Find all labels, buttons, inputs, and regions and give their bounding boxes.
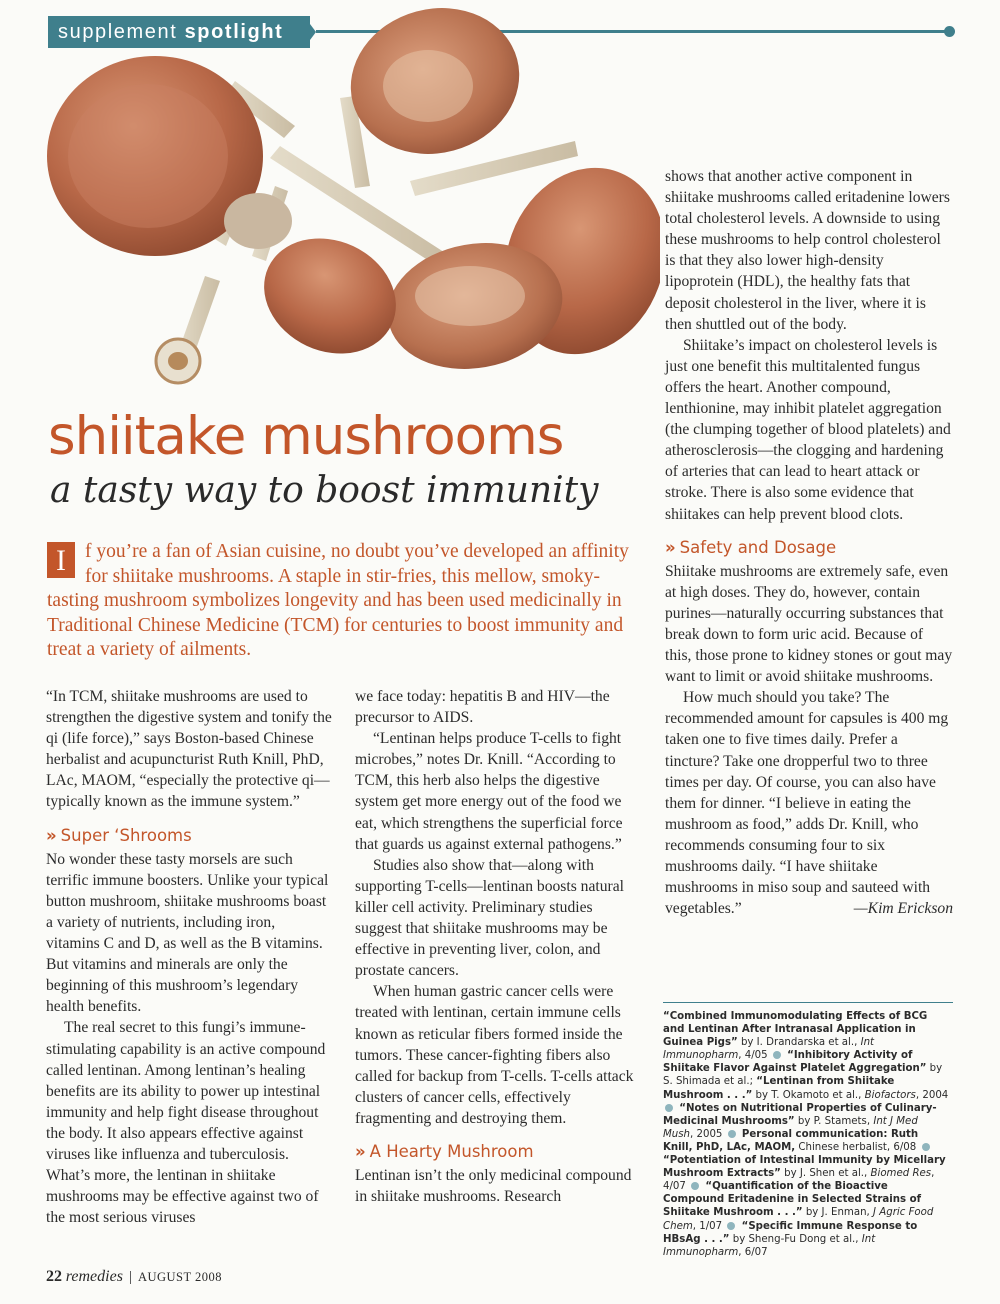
reference-bullet-icon	[665, 1104, 673, 1112]
column-1	[46, 686, 332, 1228]
col3-paragraph-2: Shiitake’s impact on cholesterol levels is just one benefit this multitalented fungus offers the heart. Another compound, lenthionine, may inhibit platelet aggregation (the clumping together of blood platelets) and atherosclerosis—the clogging and hardening of arteries that can lead to heart attack or stroke. There is also some evidence that shiitakes can help prevent blood clots.	[665, 336, 951, 523]
reference-item: “Combined Immunomodulating Effects of BCG and Lentinan After Intranasal Application in Guinea Pigs” by I. Drandarska et al., Int Immunopharm, 4/05	[663, 1011, 928, 1062]
reference-item: “Quantification of the Bioactive Compound Eritadenine in Selected Strains of Shiitake Mushroom . . .” by J. Enman, J Agric Food Chem, 1/07	[663, 1181, 934, 1232]
reference-bullet-icon	[691, 1182, 699, 1190]
col3-paragraph-1: shows that another active component in shiitake mushrooms called eritadenine lowers total cholesterol levels. A downside to using these mushrooms to help control cholesterol is that they also lower high-density lipoprotein (HDL), the healthy fats that deposit cholesterol in the liver, where it is then shuttled out of the body.	[665, 168, 950, 333]
col2-paragraph-2: “Lentinan helps produce T-cells to fight microbes,” notes Dr. Knill. “According to TCM, this herb also helps the digestive system get more energy out of the food we eat, which strengthens the superficial force that guards us against external pathogens.”	[355, 730, 623, 853]
column-2	[355, 686, 641, 1207]
subhead-hearty-mushroom	[355, 1141, 641, 1162]
page-folio	[46, 1268, 222, 1286]
reference-item: Personal communication: Ruth Knill, PhD, LAc, MAOM, Chinese herbalist, 6/08	[663, 1128, 919, 1153]
col3-paragraph-3: Shiitake mushrooms are extremely safe, even at high doses. They do, however, contain purines—naturally occurring substances that break down to form uric acid. Because of this, those prone to kidney stones or gout may want to limit or avoid shiitake mushrooms.	[665, 562, 953, 686]
reference-item: “Inhibitory Activity of Shiitake Flavor Against Platelet Aggregation” by S. Shimada et al.;	[663, 1050, 943, 1088]
magazine-name: remedies	[65, 1268, 123, 1285]
col2-paragraph-4: When human gastric cancer cells were treated with lentinan, certain immune cells known as reticular fibers formed inside the tumors. These cancer-fighting fibers also called for backup from T-cells. T-cells attack clusters of cancer cells, effectively fragmenting and destroying them.	[355, 983, 634, 1127]
subhead-super-shrooms-text: Super ‘Shrooms	[60, 825, 192, 845]
author-signature: —Kim Erickson	[853, 900, 953, 918]
subhead-safety-dosage	[665, 537, 953, 558]
page-number: 22	[46, 1268, 62, 1285]
col2-paragraph-3: Studies also show that—along with supporting T-cells—lentinan boosts natural killer cell activity. Preliminary studies suggest that shiitake mushrooms may be effective in preventing liver, colon, and prostate cancers.	[355, 856, 624, 980]
reference-item: “Potentiation of Intestinal Immunity by Micellary Mushroom Extracts” by J. Shen et al., Biomed Res, 4/07	[663, 1155, 946, 1193]
col1-paragraph-1: “In TCM, shiitake mushrooms are used to strengthen the digestive system and tonify the qi (life force),” says Boston-based Chinese herbalist and acupuncturist Ruth Knill, PhD, LAc, MAOM, “especially the protective qi—typically known as the immune system.”	[46, 688, 332, 811]
reference-bullet-icon	[773, 1051, 781, 1059]
col1-paragraph-3: The real secret to this fungi’s immune-stimulating capability is an active compound called lentinan. Among lentinan’s healing benefits are its ability to power up intestinal immunity and help fight disease throughout the body. It also appears effective against viruses like influenza and tuberculosis. What’s more, the lentinan in shiitake mushrooms may be effective against two of the most serious viruses	[46, 1019, 326, 1227]
col1-paragraph-2: No wonder these tasty morsels are such terrific immune boosters. Unlike your typical button mushroom, shiitake mushrooms boast a variety of nutrients, including iron, vitamins C and D, as well as the B vitamins. But vitamins and minerals are only the beginning of this mushroom’s legendary health benefits.	[46, 850, 329, 1016]
intro-text: f you’re a fan of Asian cuisine, no doubt you’ve developed an affinity for shiitake mushrooms. A staple in stir-fries, this mellow, smoky-tasting mushroom symbolizes longevity and has been used medicinally in Traditional Chinese Medicine (TCM) for centuries to boost immunity and treat a variety of ailments.	[47, 541, 629, 661]
issue-date: AUGUST 2008	[137, 1270, 223, 1284]
subhead-hearty-mushroom-text: A Hearty Mushroom	[369, 1141, 534, 1161]
header-rule-dot	[944, 26, 955, 37]
section-tag-bold: spotlight	[184, 21, 284, 43]
article-title: shiitake mushrooms	[48, 406, 564, 467]
references	[663, 1010, 949, 1259]
references-rule	[663, 1002, 953, 1003]
col2-paragraph-5: Lentinan isn’t the only medicinal compound in shiitake mushrooms. Research	[355, 1167, 632, 1206]
subhead-marker-icon: »	[355, 1141, 366, 1161]
reference-bullet-icon	[728, 1130, 736, 1138]
reference-item: “Notes on Nutritional Properties of Culinary-Medicinal Mushrooms” by P. Stamets, Int J Med Mush, 2005	[663, 1102, 937, 1140]
subhead-marker-icon: »	[665, 537, 676, 557]
mushroom-photo	[30, 6, 660, 410]
intro-paragraph	[47, 540, 647, 663]
reference-item: “Lentinan from Shiitake Mushroom . . .” by T. Okamoto et al., Biofactors, 2004	[663, 1076, 949, 1101]
col3-paragraph-4	[665, 687, 953, 919]
reference-bullet-icon	[727, 1222, 735, 1230]
subhead-safety-dosage-text: Safety and Dosage	[679, 537, 837, 557]
col3-paragraph-4-text: How much should you take? The recommended amount for capsules is 400 mg taken one to five times daily. Prefer a tincture? Take one dropperful two to three times per day. Of course, you can also have them for dinner. “I believe in eating the mushroom as food,” adds Dr. Knill, who recommends consuming four to six mushrooms daily. “I have shiitake mushrooms in miso soup and sauteed with vegetables.”	[665, 689, 949, 918]
column-3	[665, 166, 953, 919]
col2-paragraph-1: we face today: hepatitis B and HIV—the precursor to AIDS.	[355, 688, 610, 727]
reference-bullet-icon	[922, 1143, 930, 1151]
article-subtitle: a tasty way to boost immunity	[50, 470, 599, 511]
folio-separator: |	[128, 1269, 132, 1285]
reference-item: “Specific Immune Response to HBsAg . . .” by Sheng-Fu Dong et al., Int Immunopharm, 6/07	[663, 1220, 918, 1258]
subhead-marker-icon: »	[46, 825, 57, 845]
section-tag-light: supplement	[58, 21, 178, 43]
drop-cap: I	[47, 542, 75, 578]
subhead-super-shrooms	[46, 825, 332, 846]
